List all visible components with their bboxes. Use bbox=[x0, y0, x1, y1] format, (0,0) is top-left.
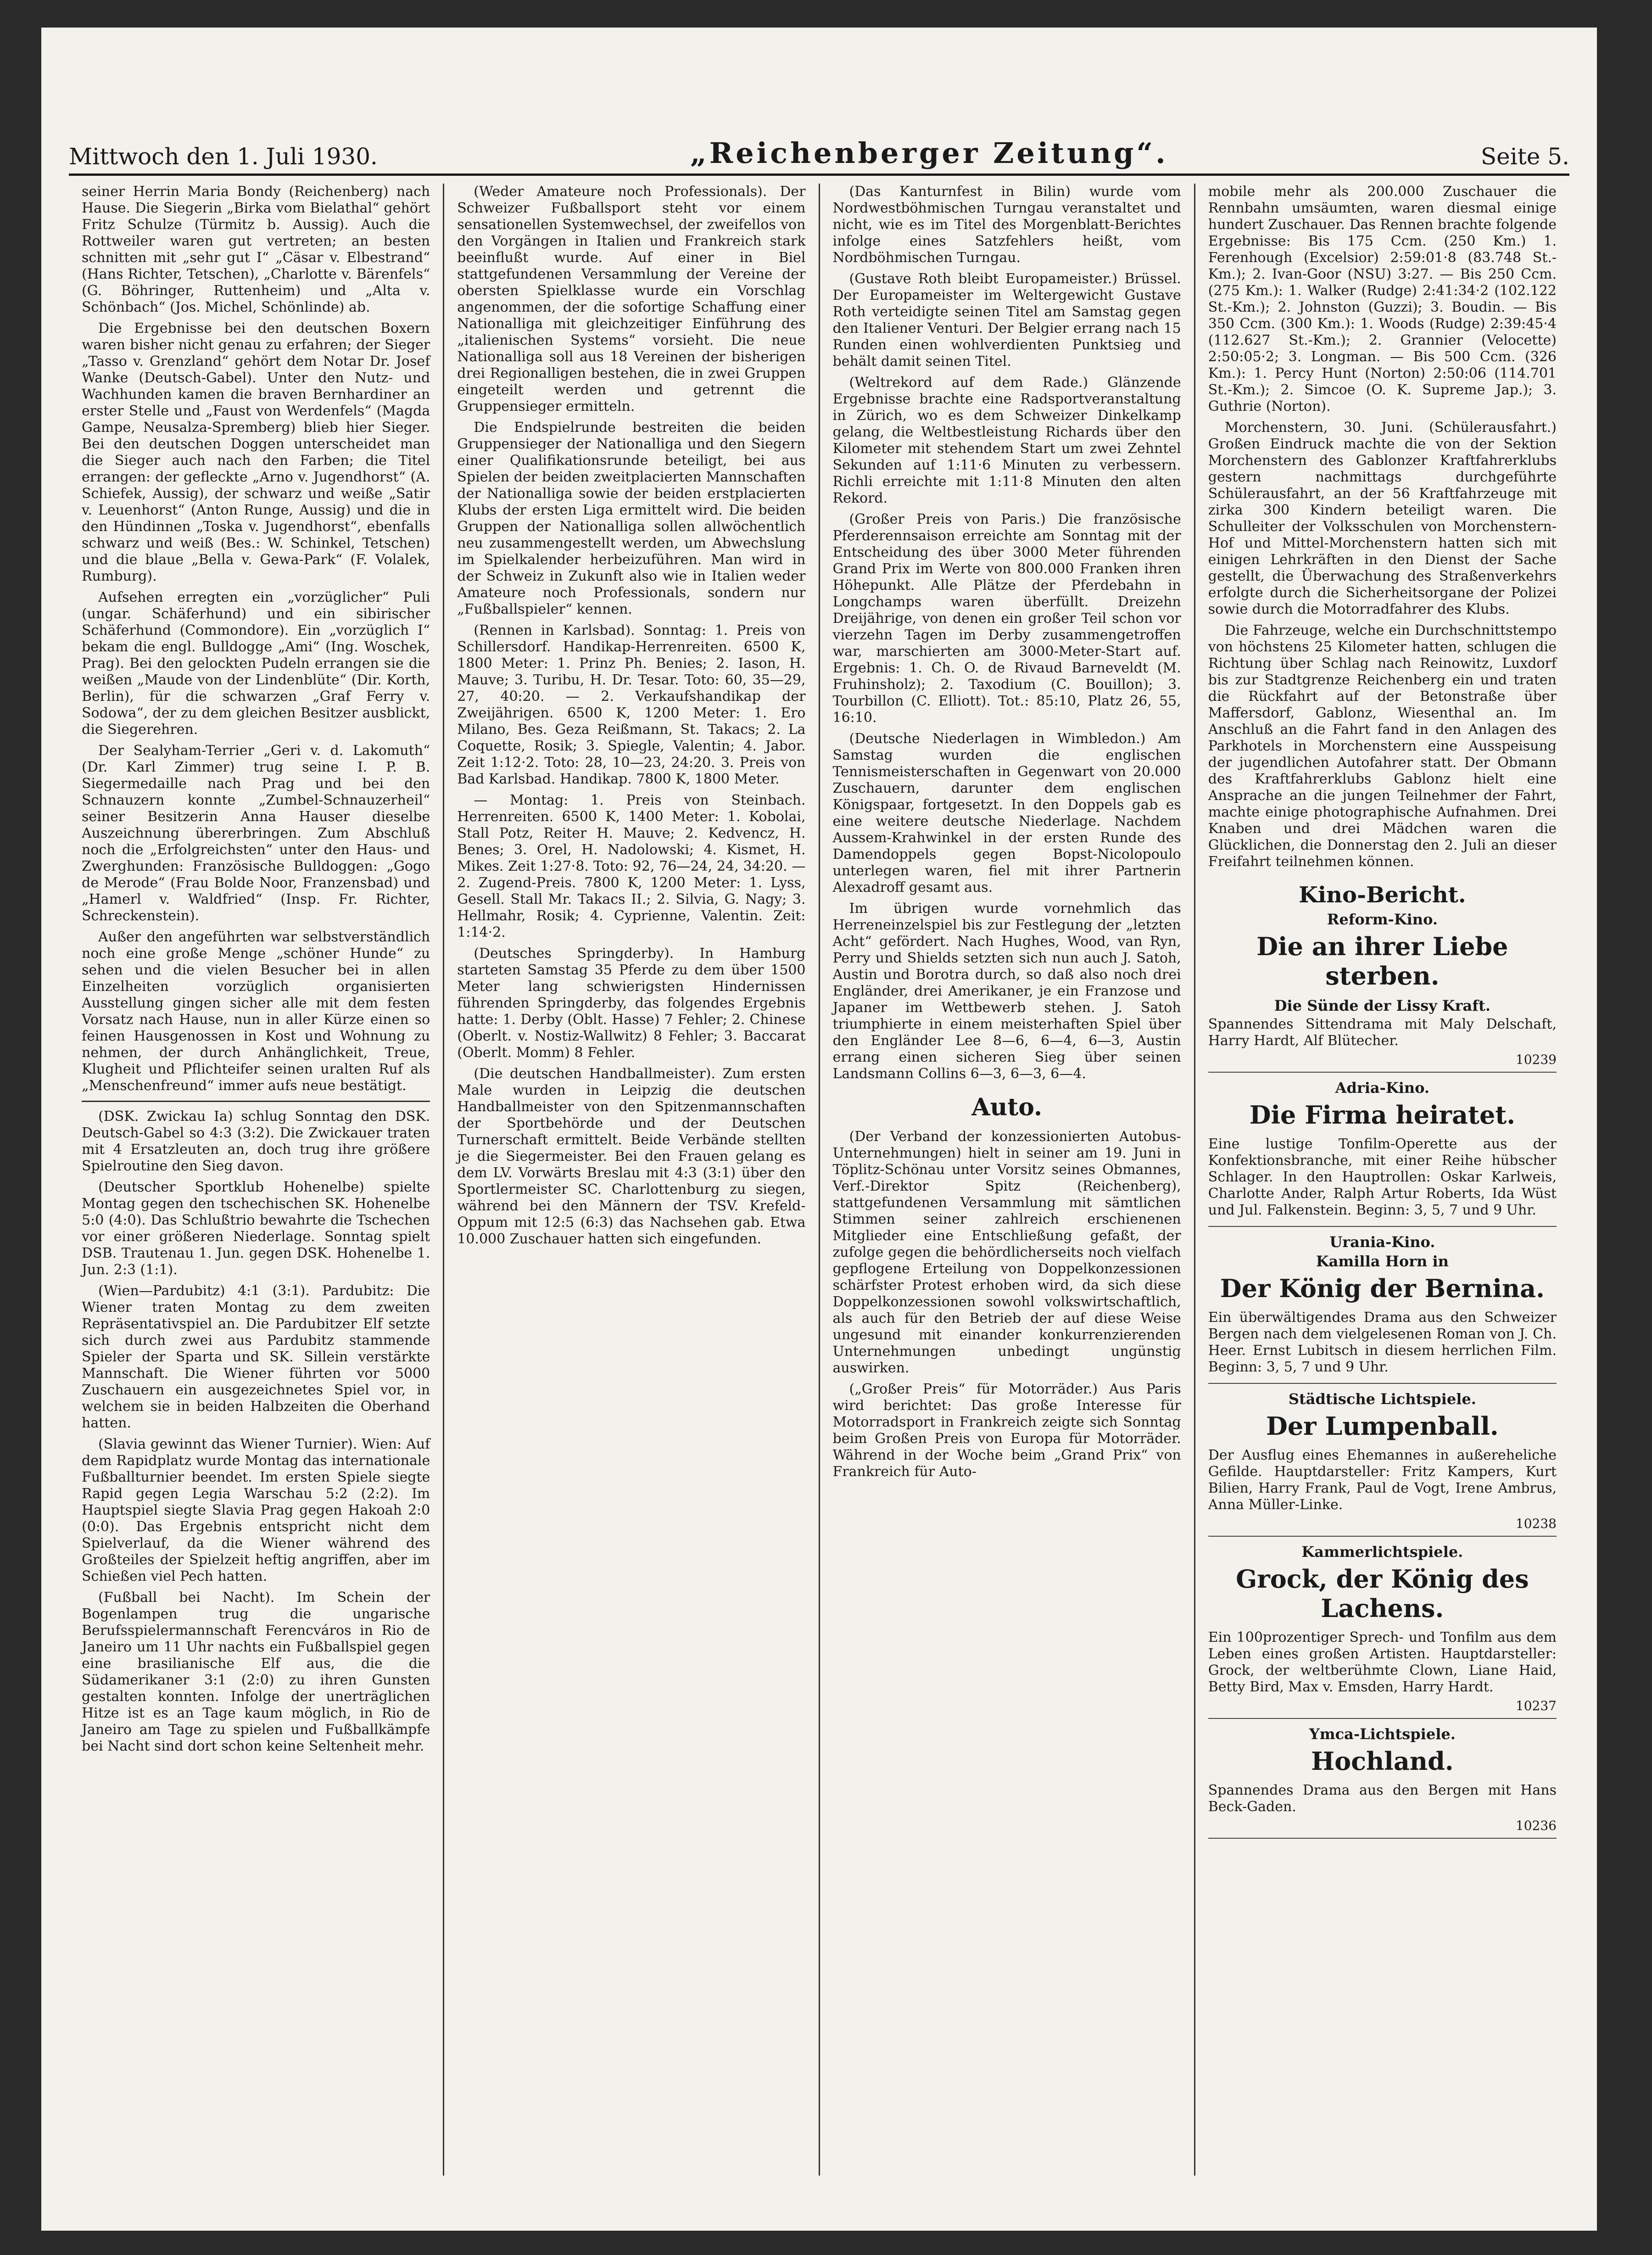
article-paragraph: (Weder Amateure noch Professionals). Der Schweizer Fußballsport steht vor einem sensationellen Systemwechsel, der zweifellos von den Vorgängen in Italien und Frankreich stark beeinflußt wurde. Auf einer in Biel stattgefundenen Versammlung der Vereine der obersten Spielklasse wurde ein Vorschlag angenommen, der die sofortige Schaffung einer Nationalliga mit gleichzeitiger Einführung des „italienischen Systems“ vorsieht. Die neue Nationalliga soll aus 18 Vereinen der bisherigen drei Regionalligen bestehen, die in zwei Gruppen eingeteilt werden und getrennt die Gruppensieger ermitteln. bbox=[457, 184, 806, 414]
newspaper-page bbox=[41, 28, 1597, 2231]
article-paragraph: Im übrigen wurde vornehmlich das Herreneinzelspiel bis zur Festlegung der „letzten Acht“ gefördert. Nach Hughes, Wood, van Ryn, Perry und Shields setzten sich nun auch J. Satoh, Austin und Borotra durch, so daß also noch drei Engländer, drei Amerikaner, je ein Franzose und Japaner im Wettbewerb stehen. J. Satoh triumphierte in einem meisterhaften Spiel über den Engländer Lee 8—6, 6—4, 6—3, Austin errang einen sicheren Sieg über seinen Landsmann Collins 6—3, 6—3, 6—4. bbox=[832, 901, 1181, 1082]
section-heading-auto: Auto. bbox=[971, 1093, 1043, 1121]
cinema-name: Adria-Kino. bbox=[1335, 1079, 1430, 1097]
cinema-name: Kammerlichtspiele. bbox=[1301, 1543, 1463, 1561]
film-description: Ein überwältigendes Drama aus den Schweizer Bergen nach dem vielgelesenen Roman von J. Ch. Heer. Ernst Lubitsch in diesem herrlichen Film. Beginn: 3, 5, 7 und 9 Uhr. bbox=[1208, 1309, 1557, 1375]
article-paragraph: (Gustave Roth bleibt Europameister.) Brüssel. Der Europameister im Weltergewicht Gustave Roth verteidigte seinen Titel am Samstag gegen den Italiener Venturi. Der Belgier errang nach 15 Runden einen wohlverdienten Punktsieg und behält damit seinen Titel. bbox=[832, 271, 1181, 369]
article-paragraph: („Großer Preis“ für Motorräder.) Aus Paris wird berichtet: Das große Interesse für Motorradsport in Frankreich zeigte sich Sonntag beim Großen Preis von Europa für Motorräder. Während in der Woche beim „Grand Prix“ von Frankreich für Auto- bbox=[832, 1381, 1181, 1480]
article-paragraph: (Fußball bei Nacht). Im Schein der Bogenlampen trug die ungarische Berufsspielermannschaft Ferencváros in Rio de Janeiro um 11 Uhr nachts ein Fußballspiel gegen eine brasilianische Elf aus, die die Südamerikaner 3:1 (2:0) zu ihren Gunsten gestalten konnten. Infolge der unerträglichen Hitze ist es an Tage kaum möglich, in Rio de Janeiro am Tage zu spielen und Fußballkämpfe bei Nacht sind dort schon keine Seltenheit mehr. bbox=[82, 1589, 430, 1754]
article-paragraph: Morchenstern, 30. Juni. (Schülerausfahrt.) Großen Eindruck machte die von der Sektion Morchenstern des Gablonzer Kraftfahrerklubs gestern nachmittags durchgeführte Schülerausfahrt, an der 56 Kraftfahrzeuge mit zirka 300 Kindern beteiligt waren. Die Schulleiter der Volksschulen von Morchenstern-Hof und Mittel-Morchenstern hatten sich mit einigen Lehrkräften in den Dienst der Sache gestellt, die Überwachung des Straßenverkehrs erfolgte durch die Sicherheitsorgane der Polizei sowie durch die Motorradfahrer des Klubs. bbox=[1208, 420, 1557, 617]
article-paragraph: (Weltrekord auf dem Rade.) Glänzende Ergebnisse brachte eine Radsportveranstaltung in Zürich, wo es dem Schweizer Dinkelkamp gelang, die Weltbestleistung Richards über den Kilometer mit stehendem Start um zwei Zehntel Sekunden auf 1:11·6 Minuten zu verbessern. Richli erreichte mit 1:11·8 Minuten den alten Rekord. bbox=[832, 375, 1181, 506]
article-paragraph: seiner Herrin Maria Bondy (Reichenberg) nach Hause. Die Siegerin „Birka vom Bielathal“ gehört Fritz Schulze (Türmitz b. Aussig). Auch die Rottweiler waren gut vertreten; an besten schnitten mit „sehr gut I“ „Cäsar v. Elbestrand“ (Hans Richter, Tetschen), „Charlotte v. Bärenfels“ (G. Böhringer, Ruttenheim) und „Alta v. Schönbach“ (Jos. Michel, Schönlinde) ab. bbox=[82, 184, 430, 315]
article-paragraph: (DSK. Zwickau Ia) schlug Sonntag den DSK. Deutsch-Gabel so 4:3 (3:2). Die Zwickauer traten mit 4 Ersatzleuten an, doch trug ihre größere Spielroutine den Sieg davon. bbox=[82, 1108, 430, 1174]
column-2 bbox=[444, 184, 820, 2176]
newspaper-title: „Reichenberger Zeitung“. bbox=[690, 136, 1168, 170]
film-subtitle: Kamilla Horn in bbox=[1316, 1253, 1449, 1270]
film-subtitle: Die Sünde der Lissy Kraft. bbox=[1274, 997, 1490, 1014]
column-3 bbox=[820, 184, 1195, 2176]
cinema-ad bbox=[1208, 1390, 1557, 1537]
page-number: Seite 5. bbox=[1480, 143, 1569, 170]
film-title: Hochland. bbox=[1311, 1746, 1454, 1776]
article-paragraph: (Deutsche Niederlagen in Wimbledon.) Am Samstag wurden die englischen Tennismeisterschaften in Gegenwart von 20.000 Zuschauern, darunter dem englischen Königspaar, fortgesetzt. In den Doppels gab es eine weitere deutsche Niederlage. Nachdem Aussem-Krahwinkel in der ersten Runde des Damendoppels gegen Bopst-Nicolopoulo unterlegen waren, fiel mit ihrer Partnerin Alexadroff gesamt aus. bbox=[832, 731, 1181, 895]
article-paragraph: Die Endspielrunde bestreiten die beiden Gruppensieger der Nationalliga und den Siegern einer Qualifikationsrunde beteiligt, bei aus Spielen der beiden zweitplacierten Mannschaften der Nationalliga sowie der beiden erstplacierten Klubs der ersten Liga ermittelt wird. Die beiden Gruppen der Nationalliga sollen allwöchentlich neu zusammengestellt werden, um Abwechslung im Spielkalender herbeizuführen. Man wird in der Schweiz in Zukunft also wie in Italien weder Amateure noch Professionals, sondern nur „Fußballspieler“ kennen. bbox=[457, 420, 806, 617]
cinema-ad bbox=[1208, 1725, 1557, 1839]
article-paragraph: (Slavia gewinnt das Wiener Turnier). Wien: Auf dem Rapidplatz wurde Montag das internationale Fußballturnier beendet. Im ersten Spiele siegte Rapid gegen Legia Warschau 5:2 (2:2). Im Hauptspiel siegte Slavia Prag gegen Hakoah 2:0 (0:0). Das Ergebnis entspricht nicht dem Spielverlauf, da die Wiener während des Großteiles der Spielzeit heftig angriffen, aber im Schießen viel Pech hatten. bbox=[82, 1436, 430, 1584]
ad-number: 10239 bbox=[1208, 1052, 1557, 1073]
film-title: Die an ihrer Liebe sterben. bbox=[1256, 932, 1508, 990]
article-paragraph: (Rennen in Karlsbad). Sonntag: 1. Preis von Schillersdorf. Handikap-Herrenreiten. 6500 K, 1800 Meter: 1. Prinz Ph. Benies; 2. Iason, H. Mauve; 3. Turibu, H. Dr. Tesar. Toto: 60, 35—29, 27, 40:20. — 2. Verkaufshandikap der Zweijährigen. 6500 K, 1200 Meter: 1. Ero Milano, Bes. Geza Reißmann, St. Takacs; 2. La Coquette, Rosik; 3. Spiegle, Valentin; 4. Jabor. Zeit 1:12·2. Toto: 28, 10—23, 24:20. 3. Preis von Bad Karlsbad. Handikap. 7800 K, 1800 Meter. bbox=[457, 622, 806, 787]
article-paragraph: Die Fahrzeuge, welche ein Durchschnittstempo von höchstens 25 Kilometer hatten, schlugen die Richtung über Schlag nach Reinowitz, Luxdorf bis zur Stadtgrenze Reichenberg ein und traten die Rückfahrt auf der Betonstraße über Maffersdorf, Gablonz, Wiesenthal an. Im Anschluß an die Fahrt fand in den Anlagen des Parkhotels in Morchenstern eine Ausspeisung der jugendlichen Autofahrer statt. Der Obmann des Kraftfahrerklubs Gablonz hielt eine Ansprache an die jungen Teilnehmer der Fahrt, machte einige photographische Aufnahmen. Drei Knaben und drei Mädchen waren die Glücklichen, die Donnerstag den 2. Juli an dieser Freifahrt teilnehmen können. bbox=[1208, 622, 1557, 870]
article-paragraph: (Das Kanturnfest in Bilin) wurde vom Nordwestböhmischen Turngau veranstaltet und nicht, wie es im Titel des Morgenblatt-Berichtes infolge eines Satzfehlers heißt, vom Nordböhmischen Turngau. bbox=[832, 184, 1181, 266]
cinema-name: Ymca-Lichtspiele. bbox=[1309, 1725, 1456, 1743]
film-title: Die Firma heiratet. bbox=[1249, 1100, 1516, 1130]
article-paragraph: (Deutscher Sportklub Hohenelbe) spielte Montag gegen den tschechischen SK. Hohenelbe 5:0 (4:0). Das Schlußtrio bewahrte die Tschechen vor einer größeren Niederlage. Sonntag spielt DSB. Trautenau 1. Jun. gegen DSK. Hohenelbe 1. Jun. 2:3 (1:1). bbox=[82, 1179, 430, 1278]
article-paragraph: (Die deutschen Handballmeister). Zum ersten Male wurden in Leipzig die deutschen Handballmeister von den Spitzenmannschaften der Sportbehörde und der Deutschen Turnerschaft ermittelt. Beide Verbände stellten je die Siegermeister. Bei den Frauen gelang es dem LV. Vorwärts Breslau mit 4:3 (3:1) über den Sportlermeister SC. Charlottenburg zu siegen, während bei den Männern der TSV. Krefeld-Oppum mit 12:5 (6:3) das Nachsehen gab. Etwa 10.000 Zuschauer hatten sich eingefunden. bbox=[457, 1066, 806, 1247]
article-paragraph: Aufsehen erregten ein „vorzüglicher“ Puli (ungar. Schäferhund) und ein sibirischer Schäferhund (Commondore). Ein „vorzüglich I“ bekam die engl. Bulldogge „Ami“ (Ing. Woschek, Prag). Bei den gelockten Pudeln errangen sie die weißen „Maude von der Lindenblüte“ (Dir. Korth, Berlin), für die schwarzen „Graf Ferry v. Sodowa“, der zu dem gleichen Besitzer ausblickt, die Siegerehren. bbox=[82, 589, 430, 738]
column-1 bbox=[69, 184, 444, 2176]
cinema-name: Reform-Kino. bbox=[1327, 911, 1438, 928]
cinema-ad bbox=[1208, 1543, 1557, 1719]
ad-number: 10238 bbox=[1208, 1516, 1557, 1537]
film-description: Eine lustige Tonfilm-Operette aus der Konfektionsbranche, mit einer Reihe hübscher Schlager. In den Hauptrollen: Oskar Karlweis, Charlotte Ander, Ralph Artur Roberts, Ida Wüst und Jul. Falkenstein. Beginn: 3, 5, 7 und 9 Uhr. bbox=[1208, 1136, 1557, 1218]
article-paragraph: (Der Verband der konzessionierten Autobus-Unternehmungen) hielt in seiner am 19. Juni in Töplitz-Schönau unter Vorsitz seines Obmannes, Verf.-Direktor Spitz (Reichenberg), stattgefundenen Versammlung mit sämtlichen Stimmen seiner zahlreich erschienenen Mitglieder eine Entschließung gefaßt, der zufolge gegen die behördlicherseits noch vielfach gepflogene Erteilung von Doppelkonzessionen schärfster Protest erhoben wird, da sich diese Doppelkonzessionen sowohl volkswirtschaftlich, als auch für den Betrieb der auf diese Weise ungesund mit einander konkurrenzierenden Unternehmungen unbedingt ungünstig auswirken. bbox=[832, 1129, 1181, 1376]
page-header bbox=[69, 119, 1569, 176]
film-title: Grock, der König des Lachens. bbox=[1236, 1564, 1529, 1623]
cinema-ad bbox=[1208, 1079, 1557, 1227]
header-date: Mittwoch den 1. Juli 1930. bbox=[69, 143, 378, 170]
ad-number: 10237 bbox=[1208, 1698, 1557, 1719]
article-paragraph: Der Sealyham-Terrier „Geri v. d. Lakomuth“ (Dr. Karl Zimmer) trug seine I. P. B. Siegermedaille nach Prag und bei den Schnauzern konnte „Zumbel-Schnauzerheil“ seiner Besitzerin Anna Hauser dieselbe Auszeichnung übererbringen. Zum Abschluß noch die „Erfolgreichsten“ unter den Haus- und Zwerghunden: Französische Bulldoggen: „Gogo de Merode“ (Frau Bolde Noor, Franzensbad) und „Hamerl v. Waldfried“ (Insp. Fr. Richter, Schreckenstein). bbox=[82, 743, 430, 924]
cinema-ad bbox=[1208, 911, 1557, 1073]
article-paragraph: mobile mehr als 200.000 Zuschauer die Rennbahn umsäumten, waren diesmal einige hundert Zuschauer. Das Rennen brachte folgende Ergebnisse: Bis 175 Ccm. (250 Km.) 1. Ferenhough (Excelsior) 2:59:01·8 (83.748 St.-Km.); 2. Ivan-Goor (NSU) 3:27. — Bis 250 Ccm. (275 Km.): 1. Walker (Rudge) 2:41:34·2 (102.122 St.-Km.); 2. Johnston (Guzzi); 3. Boudin. — Bis 350 Ccm. (300 Km.): 1. Woods (Rudge) 2:39:45·4 (112.627 St.-Km.); 2. Grannier (Velocette) 2:50:05·2; 3. Longman. — Bis 500 Ccm. (326 Km.): 1. Percy Hunt (Norton) 2:50:06 (114.701 St.-Km.); 2. Simcoe (O. K. Supreme Jap.); 3. Guthrie (Norton). bbox=[1208, 184, 1557, 414]
article-paragraph: (Großer Preis von Paris.) Die französische Pferderennsaison erreichte am Sonntag mit der Entscheidung des über 3000 Meter führenden Grand Prix im Werte von 800.000 Franken ihren Höhepunkt. Alle Plätze der Pferdebahn in Longchamps waren überfüllt. Dreizehn Dreijährige, von denen ein großer Teil schon vor vierzehn Tagen im Derby zusammengetroffen war, marschierten am 3000-Meter-Start auf. Ergebnis: 1. Ch. O. de Rivaud Barneveldt (M. Fruhinsholz); 2. Taxodium (C. Bouillon); 3. Tourbillon (C. Elliott). Tot.: 85:10, Platz 26, 55, 16:10. bbox=[832, 511, 1181, 726]
article-paragraph: Die Ergebnisse bei den deutschen Boxern waren bisher nicht genau zu erfahren; der Sieger „Tasso v. Grenzland“ gehört dem Notar Dr. Josef Wanke (Deutsch-Gabel). Unter den Nutz- und Wachhunden kamen die braven Bernhardiner an erster Stelle und „Faust von Werdenfels“ (Magda Gampe, Neusalza-Spremberg) blieb hier Sieger. Bei den deutschen Doggen unterscheidet man die Sieger auch nach den Farben; die Titel errangen: der gefleckte „Arno v. Jugendhorst“ (A. Schiefek, Aussig), der schwarz und weiße „Satir v. Leuenhorst“ (Anton Runge, Aussig) und die in den Hündinnen „Toska v. Jugendhorst“, ebenfalls schwarz und weiß (Bes.: W. Schinkel, Tetschen) und die blaue „Bella v. Gewa-Park“ (F. Volalek, Rumburg). bbox=[82, 320, 430, 584]
cinema-name: Städtische Lichtspiele. bbox=[1288, 1390, 1476, 1408]
film-description: Der Ausflug eines Ehemannes in außereheliche Gefilde. Hauptdarsteller: Fritz Kampers, Kurt Bilien, Harry Frank, Paul de Vogt, Irene Ambrus, Anna Müller-Linke. bbox=[1208, 1447, 1557, 1513]
cinema-name: Urania-Kino. bbox=[1329, 1233, 1435, 1251]
ad-number bbox=[1208, 1221, 1557, 1227]
film-description: Spannendes Drama aus den Bergen mit Hans Beck-Gaden. bbox=[1208, 1782, 1557, 1815]
ad-number bbox=[1208, 1378, 1557, 1384]
kino-section-heading: Kino-Bericht. bbox=[1299, 882, 1466, 908]
columns bbox=[69, 184, 1569, 2176]
article-paragraph: (Deutsches Springderby). In Hamburg starteten Samstag 35 Pferde zu dem über 1500 Meter lang schwierigsten Hindernissen führenden Springderby, das folgendes Ergebnis hatte: 1. Derby (Oblt. Hasse) 7 Fehler; 2. Chinese (Oberlt. v. Nostiz-Wallwitz) 8 Fehler; 3. Baccarat (Oberlt. Momm) 8 Fehler. bbox=[457, 946, 806, 1061]
column-4 bbox=[1195, 184, 1569, 2176]
ad-number: 10236 bbox=[1208, 1818, 1557, 1839]
article-paragraph: (Wien—Pardubitz) 4:1 (3:1). Pardubitz: Die Wiener traten Montag zu dem zweiten Repräsentativspiel an. Die Pardubitzer Elf setzte sich durch zwei aus Pardubitz stammende Spieler der Sparta und SK. Sillein verstärkte Mannschaft. Die Wiener führten vor 5000 Zuschauern ein ausgezeichnetes Spiel vor, in welchem sie in beiden Halbzeiten die Oberhand hatten. bbox=[82, 1283, 430, 1431]
film-description: Ein 100prozentiger Sprech- und Tonfilm aus dem Leben eines großen Artisten. Hauptdarsteller: Grock, der weltberühmte Clown, Liane Haid, Betty Bird, Max v. Emsden, Harry Hardt. bbox=[1208, 1629, 1557, 1695]
divider bbox=[82, 1101, 430, 1102]
film-title: Der König der Bernina. bbox=[1220, 1274, 1545, 1303]
article-paragraph: — Montag: 1. Preis von Steinbach. Herrenreiten. 6500 K, 1400 Meter: 1. Kobolai, Stall Potz, Reiter H. Mauve; 2. Kedvencz, H. Benes; 3. Orel, H. Nadolowski; 4. Kismet, H. Mikes. Zeit 1:27·8. Toto: 92, 76—24, 24, 34:20. — 2. Zugend-Preis. 7800 K, 1200 Meter: 1. Lyss, Gesell. Stall Mr. Takacs II.; 2. Silvia, G. Nagy; 3. Hellmahr, Rosik; 4. Cyprienne, Valentin. Zeit: 1:14·2. bbox=[457, 792, 806, 940]
film-title: Der Lumpenball. bbox=[1266, 1411, 1499, 1441]
film-description: Spannendes Sittendrama mit Maly Delschaft, Harry Hardt, Alf Blütecher. bbox=[1208, 1016, 1557, 1049]
cinema-ad bbox=[1208, 1233, 1557, 1384]
article-paragraph: Außer den angeführten war selbstverständlich noch eine große Menge „schöner Hunde“ zu sehen und die vielen Besucher bei in allen Einzelheiten vorzüglich organisierten Ausstellung gingen sicher alle mit dem festen Vorsatz nach Hause, nun in aller Kürze einen so feinen Hausgenossen in Kost und Wohnung zu nehmen, der durch Anhänglichkeit, Treue, Klugheit und Pflichteifer seinen uralten Ruf als „Menschenfreund“ immer aufs neue bestätigt. bbox=[82, 929, 430, 1094]
